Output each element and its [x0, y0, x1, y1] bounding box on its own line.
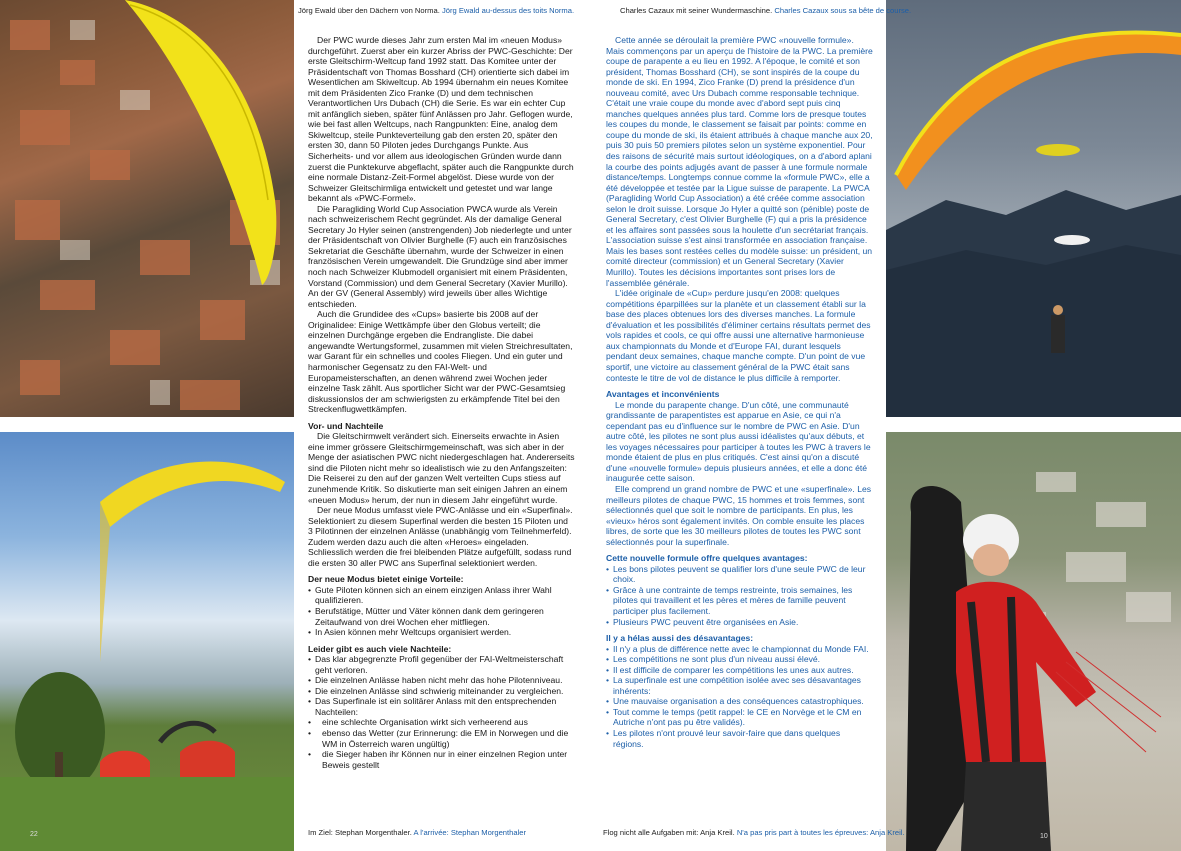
- paragraph: Die Gleitschirmwelt verändert sich. Einerseits erwachte in Asien eine immer grössere Gleitschirmgemeinschaft, was sich aber in der Menge der asiatischen PWC nicht niedergeschlagen hat. Andererseits sind die Piloten nicht mehr so idealistisch wie zu den Anfangszeiten: Die Reiserei zu den auf der ganzen Welt verteilten Cups stiess auf zunehmende Kritik. So diskutierte man seit einigen Jahren an einem «neuen Modus» herum, der nun in diesem Jahr eingeführt wurde.: [308, 431, 575, 505]
- paragraph: Cette année se déroulait la première PWC «nouvelle formule». Mais commençons par un aperçu de l'histoire de la PWC. La première coupe de parapente a eu lieu en 1992. A l'époque, le comité et son président, Thomas Bosshard (CH), se sont inspirés de la coupe du monde de ski. En 1994, Zico Franke (D) prend la présidence d'un nouveau comité, avec Urs Dubach comme responsable technique. C'était une vraie coupe du monde avec d'abord sept puis cinq manches quelques années plus tard. Comme lors de presque toutes les coupes du monde, le classement se faisait par points: comme en coupe du monde de ski, ils étaient attribués à chaque manche aux 20, puis 30 puis 50 premiers pilotes selon un système exponentiel. Pour des raisons de sécurité mais surtout idéologiques, on a d'abord aplani la courbe des points adjugés avant de passer à une formule normale distance/temps. Longtemps connue comme la «formule PWC», elle a été développée et testée par la Ligue suisse de parapente. La PWCA (Paragliding World Cup Association) a été créée comme association selon le droit suisse. Lorsque Jo Hyler a quitté son (pénible) poste de General Secretary, c'est Olivier Burghelle (F) qui a pris la présidence et les affaires sont passées sous la houlette d'un secrétariat français. L'association suisse s'est ainsi transformée en association française. Mais les bases sont restées celles du modèle suisse: un président, un comité directeur (commission) et un General Secretary (Xavier Murillo). Toutes les décisions importantes sont prises lors de l'assemblée générale.: [606, 35, 873, 288]
- paragraph: Der PWC wurde dieses Jahr zum ersten Mal im «neuen Modus» durchgeführt. Zuerst aber ein kurzer Abriss der PWC-Geschichte: Der erste Gleitschirm-Weltcup fand 1992 statt. Das Komitee unter der Präsidentschaft von Thomas Bosshard (CH) orientierte sich dabei im Wesentlichen am Skiweltcup. Ab 1994 übernahm ein neues Komitee mit dem Präsidenten Zico Franke (D) und dem technischen Verantwortlichen Urs Dubach (CH) die Serie. Es war ein echter Cup mit anfänglich sieben, später fünf Anlässen pro Jahr. Geflogen wurde, wie bei fast allen Weltcups, nach Rangpunkten: Eine, analog dem Skiweltcup, steile Punkteverteilung gab den ersten 20, später den ersten 30, dann 50 Piloten jedes Durchgangs Punkte. Aus Sicherheits- und vor allem aus ideologischen Gründen wurde dann zuerst die Punktekurve abgeflacht, später auch die Rangpunkte durch eine normale Distanz-Zeit-Formel abgelöst. Diese wurde von der Schweizer Gleitschirmliga entwickelt und getestet und war lange bekannt als «PWC-Formel».: [308, 35, 574, 204]
- list-item: • ebenso das Wetter (zur Erinnerung: die EM in Norwegen und die WM in Österreich waren ungültig): [308, 728, 575, 749]
- list-item: • Das Superfinale ist ein solitärer Anlass mit den entsprechenden Nachteilen:: [308, 696, 575, 717]
- caption-bottom-left: [308, 828, 526, 837]
- caption-de: Charles Cazaux mit seiner Wundermaschine.: [620, 6, 773, 15]
- list-item: • Les pilotes n'ont prouvé leur savoir-faire que dans quelques régions.: [606, 728, 873, 749]
- paragraph: Auch die Grundidee des «Cups» basierte bis 2008 auf der Originalidee: Einige Wettkämpfe über den Globus verteilt; die einzelnen Durchgänge ergeben die Endrangliste. Die dabei angewandte Wertungsformel, zusammen mit vielen Streichresultaten, war Garant für ein schnelles und cooles Fliegen. Und ein guter und harmonischer Gegensatz zu den FAI-Welt- und Europameisterschaften, an denen während zwei Wochen jeder einzelne Task zählt. Aus sportlicher Sicht war der PWC-Gesamtsieg diskussionslos der am schwierigsten zu erkämpfende Titel bei den Streckenflugwettkämpfen.: [308, 309, 573, 415]
- caption-top-right: [620, 6, 911, 15]
- list-item: • Tout comme le temps (petit rappel: le CE en Norvège et le CM en Autriche n'ont pas pu être validés).: [606, 707, 873, 728]
- caption-de: Jörg Ewald über den Dächern von Norma.: [298, 6, 440, 15]
- caption-de: Im Ziel: Stephan Morgenthaler.: [308, 828, 412, 837]
- list-item: • Les bons pilotes peuvent se qualifier lors d'une seule PWC de leur choix.: [606, 564, 873, 585]
- section-heading: Il y a hélas aussi des désavantages:: [606, 633, 754, 644]
- paragraph: Le monde du parapente change. D'un côté, une communauté grandissante de parapentistes est apparue en Asie, ce qui n'a cependant pas eu d'influence sur le nombre de PWC en Asie. D'un autre côté, les pilotes ne sont plus aussi idéalistes qu'aux débuts, et les voyages nécessaires pour participer à toutes les PWC à travers le monde étaient de plus en plus critiqués. C'est ainsi qu'on a discuté d'une «nouvelle formule» depuis plusieurs années, et elle a donc été inaugurée cette saison.: [606, 399, 871, 484]
- advantages-list: [606, 564, 873, 627]
- caption-fr: Charles Cazaux sous sa bête de course.: [774, 6, 912, 15]
- photo-mountain-flight: [886, 0, 1181, 417]
- caption-bottom-right: [603, 828, 905, 837]
- caption-top-left: [298, 6, 574, 15]
- caption-fr: N'a pas pris part à toutes les épreuves: Anja Kreil.: [736, 828, 905, 837]
- section-heading: Avantages et inconvénients: [606, 389, 720, 400]
- photo-landing-field: [0, 432, 294, 851]
- list-item: • Das klar abgegrenzte Profil gegenüber der FAI-Weltmeisterschaft geht verloren.: [308, 654, 575, 675]
- list-item: • In Asien können mehr Weltcups organisiert werden.: [308, 627, 575, 638]
- list-item: • Plusieurs PWC peuvent être organisées en Asie.: [606, 617, 873, 628]
- paragraph: Die Paragliding World Cup Association PWCA wurde als Verein nach schweizerischem Recht gegründet. Als der damalige General Secretary Jo Hyler seinen (anstrengenden) Job niederlegte und unter der Präsidentschaft von Olivier Burghelle (F) auch ein französisches Sekretariat die Geschäfte übernahm, wurde der Schweizer in einen französischen Verein umgewandelt. Die Grundzüge sind aber immer noch nach Schweizer Klubmodell organisiert mit einem Präsidenten, Vorstand (Commission) und dem General Secretary (Xavier Murillo). An der GV (General Assembly) wird jeweils über alles Wichtige entschieden.: [308, 203, 572, 309]
- french-article: [606, 35, 873, 821]
- caption-de: Flog nicht alle Aufgaben mit: Anja Kreil.: [603, 828, 735, 837]
- paragraph: Der neue Modus umfasst viele PWC-Anlässe und ein «Superfinal». Selektioniert zu diesem Superfinal werden die besten 15 Piloten und 3 Pilotinnen der einzelnen Anlässe (unabhängig vom Teilnehmerfeld). Zudem werden dazu auch die alten «Heroes» eingeladen. Schliesslich werden die frei bleibenden Plätze aufgefüllt, sodass rund die ersten 30 aller PWC ans Superfinal selektioniert werden.: [308, 505, 573, 568]
- page-number-left: 22: [30, 831, 38, 838]
- photo-pilot-portrait: [886, 432, 1181, 851]
- list-item: • Il n'y a plus de différence nette avec le championnat du Monde FAI.: [606, 644, 873, 655]
- section-heading: Vor- und Nachteile: [308, 420, 384, 431]
- german-article: [308, 35, 575, 821]
- list-item: • Die einzelnen Anlässe haben nicht mehr das hohe Pilotenniveau.: [308, 675, 575, 686]
- paragraph: L'idée originale de «Cup» perdure jusqu'en 2008: quelques compétitions éparpillées sur la planète et un classement établi sur la base des places obtenues lors des diverses manches. La formule d'évaluation et les possibilités d'éliminer certains résultats permet des vols rapides et cools, ce qui offre aussi une alternative harmonieuse aux championnats du Monde et d'Europe FAI, durant lesquels pendant deux semaines, chaque manche compte. D'un point de vue sportif, une victoire au classement général de la PWC était sans conteste le titre de vol de distance le plus difficile à remporter.: [606, 288, 871, 383]
- section-heading: Leider gibt es auch viele Nachteile:: [308, 643, 452, 654]
- list-item: • eine schlechte Organisation wirkt sich verheerend aus: [308, 717, 575, 728]
- list-item: • Il est difficile de comparer les compétitions les unes aux autres.: [606, 665, 873, 676]
- paragraph: Elle comprend un grand nombre de PWC et une «superfinale». Les meilleurs pilotes de chaque PWC, 15 hommes et trois femmes, sont sélectionnés quel que soit le nombre de participants. En plus, les «vieux» héros sont également invités. On comble ensuite les places libres, de sorte que les 30 meilleurs pilotes de toutes les PWC sont sélectionnés pour la superfinale.: [606, 483, 872, 547]
- list-item: • die Sieger haben ihr Können nur in einer einzelnen Region unter Beweis gestellt: [308, 749, 575, 770]
- list-item: • La superfinale est une compétition isolée avec ses désavantages inhérents:: [606, 675, 873, 696]
- list-item: • Die einzelnen Anlässe sind schwierig miteinander zu vergleichen.: [308, 686, 575, 697]
- page-number-right: 10: [1040, 833, 1048, 840]
- disadvantages-list: [308, 654, 575, 770]
- section-heading: Der neue Modus bietet einige Vorteile:: [308, 574, 464, 585]
- section-heading: Cette nouvelle formule offre quelques avantages:: [606, 553, 808, 564]
- caption-fr: A l'arrivée: Stephan Morgenthaler: [413, 828, 527, 837]
- advantages-list: [308, 585, 575, 638]
- list-item: • Berufstätige, Mütter und Väter können dank dem geringeren Zeitaufwand von drei Wochen eher mitfliegen.: [308, 606, 575, 627]
- list-item: • Les compétitions ne sont plus d'un niveau aussi élevé.: [606, 654, 873, 665]
- list-item: • Une mauvaise organisation a des conséquences catastrophiques.: [606, 696, 873, 707]
- list-item: • Grâce à une contrainte de temps restreinte, trois semaines, les pilotes qui travaillent et les pères et mères de famille peuvent participer plus facilement.: [606, 585, 873, 617]
- photo-town-aerial: [0, 0, 294, 417]
- disadvantages-list: [606, 644, 873, 749]
- list-item: • Gute Piloten können sich an einem einzigen Anlass ihrer Wahl qualifizieren.: [308, 585, 575, 606]
- caption-fr: Jörg Ewald au-dessus des toits Norma.: [441, 6, 575, 15]
